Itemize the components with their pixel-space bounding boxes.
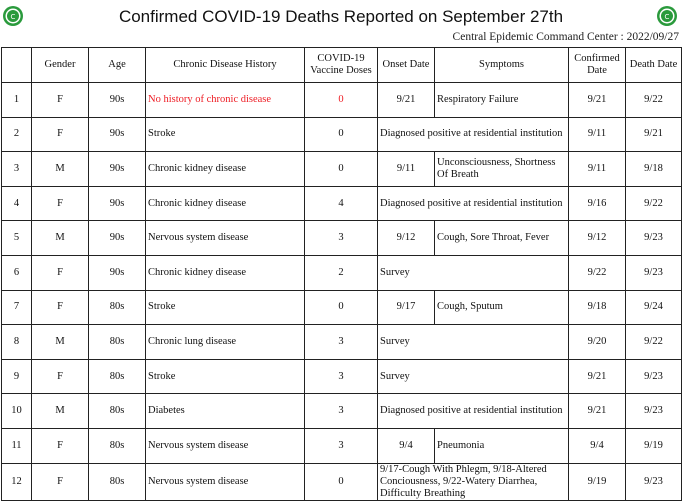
symptoms: 9/17-Cough With Phlegm, 9/18-Altered Conciousness, 9/22-Watery Diarrhea, Difficulty Breathing [378, 463, 569, 500]
case-number: 10 [2, 394, 32, 429]
vaccine-doses: 0 [305, 463, 378, 500]
gender: M [32, 221, 89, 256]
symptoms: Survey [378, 255, 569, 290]
confirmed-date: 9/11 [569, 117, 626, 152]
svg-text:C: C [664, 13, 670, 21]
gender: M [32, 152, 89, 187]
vaccine-doses: 3 [305, 394, 378, 429]
death-date: 9/24 [626, 290, 682, 325]
table-row [2, 255, 682, 290]
confirmed-date: 9/4 [569, 428, 626, 463]
vaccine-doses: 4 [305, 186, 378, 221]
death-date: 9/23 [626, 221, 682, 256]
gender: F [32, 463, 89, 500]
onset-date: 9/11 [378, 152, 435, 187]
table-row [2, 152, 682, 187]
table-row [2, 186, 682, 221]
gender: F [32, 359, 89, 394]
gender: F [32, 83, 89, 118]
chronic-history: Chronic kidney disease [146, 255, 305, 290]
death-date: 9/23 [626, 359, 682, 394]
confirmed-date: 9/16 [569, 186, 626, 221]
symptoms: Diagnosed positive at residential institution [378, 117, 569, 152]
col-header-history: Chronic Disease History [146, 48, 305, 83]
deaths-table [1, 47, 682, 501]
cecc-logo-icon [656, 5, 678, 27]
death-date: 9/19 [626, 428, 682, 463]
symptoms: Unconsciousness, Shortness Of Breath [435, 152, 569, 187]
table-row [2, 394, 682, 429]
death-date: 9/21 [626, 117, 682, 152]
age: 80s [89, 394, 146, 429]
chronic-history: Nervous system disease [146, 428, 305, 463]
confirmed-date: 9/19 [569, 463, 626, 500]
vaccine-doses: 0 [305, 83, 378, 118]
gender: F [32, 290, 89, 325]
symptoms: Survey [378, 325, 569, 360]
case-number: 8 [2, 325, 32, 360]
col-header-age: Age [89, 48, 146, 83]
symptoms: Diagnosed positive at residential institution [378, 394, 569, 429]
onset-date: 9/21 [378, 83, 435, 118]
gender: M [32, 394, 89, 429]
case-number: 2 [2, 117, 32, 152]
age: 80s [89, 463, 146, 500]
case-number: 1 [2, 83, 32, 118]
age: 80s [89, 428, 146, 463]
death-date: 9/22 [626, 83, 682, 118]
death-date: 9/23 [626, 255, 682, 290]
vaccine-doses: 2 [305, 255, 378, 290]
death-date: 9/23 [626, 463, 682, 500]
gender: M [32, 325, 89, 360]
onset-date: 9/4 [378, 428, 435, 463]
death-date: 9/22 [626, 325, 682, 360]
col-header-no [2, 48, 32, 83]
death-date: 9/22 [626, 186, 682, 221]
chronic-history: Stroke [146, 359, 305, 394]
symptoms: Cough, Sputum [435, 290, 569, 325]
vaccine-doses: 0 [305, 152, 378, 187]
col-header-symptoms: Symptoms [435, 48, 569, 83]
confirmed-date: 9/18 [569, 290, 626, 325]
table-header-row [2, 48, 682, 83]
vaccine-doses: 3 [305, 359, 378, 394]
table-row [2, 359, 682, 394]
col-header-gender: Gender [32, 48, 89, 83]
age: 90s [89, 255, 146, 290]
chronic-history: Diabetes [146, 394, 305, 429]
age: 80s [89, 359, 146, 394]
col-header-doses: COVID-19 Vaccine Doses [305, 48, 378, 83]
table-row [2, 325, 682, 360]
col-header-onset: Onset Date [378, 48, 435, 83]
gender: F [32, 186, 89, 221]
confirmed-date: 9/12 [569, 221, 626, 256]
onset-date: 9/17 [378, 290, 435, 325]
symptoms: Cough, Sore Throat, Fever [435, 221, 569, 256]
chronic-history: Chronic kidney disease [146, 152, 305, 187]
vaccine-doses: 3 [305, 221, 378, 256]
age: 90s [89, 117, 146, 152]
case-number: 12 [2, 463, 32, 500]
svg-text:C: C [10, 13, 16, 21]
table-row [2, 428, 682, 463]
death-date: 9/23 [626, 394, 682, 429]
chronic-history: Chronic lung disease [146, 325, 305, 360]
source-label: Central Epidemic Command Center : 2022/09/27 [452, 31, 679, 43]
chronic-history: No history of chronic disease [146, 83, 305, 118]
confirmed-date: 9/22 [569, 255, 626, 290]
gender: F [32, 428, 89, 463]
gender: F [32, 255, 89, 290]
vaccine-doses: 3 [305, 325, 378, 360]
age: 80s [89, 290, 146, 325]
symptoms: Survey [378, 359, 569, 394]
table-row [2, 83, 682, 118]
case-number: 9 [2, 359, 32, 394]
table-row [2, 463, 682, 500]
confirmed-date: 9/21 [569, 359, 626, 394]
table-row [2, 290, 682, 325]
case-number: 5 [2, 221, 32, 256]
chronic-history: Nervous system disease [146, 221, 305, 256]
symptoms: Respiratory Failure [435, 83, 569, 118]
table-row [2, 221, 682, 256]
symptoms: Diagnosed positive at residential institution [378, 186, 569, 221]
onset-date: 9/12 [378, 221, 435, 256]
confirmed-date: 9/11 [569, 152, 626, 187]
age: 80s [89, 325, 146, 360]
age: 90s [89, 152, 146, 187]
case-number: 3 [2, 152, 32, 187]
age: 90s [89, 221, 146, 256]
death-date: 9/18 [626, 152, 682, 187]
confirmed-date: 9/20 [569, 325, 626, 360]
confirmed-date: 9/21 [569, 83, 626, 118]
chronic-history: Stroke [146, 117, 305, 152]
page-title: Confirmed COVID-19 Deaths Reported on September 27th [118, 7, 564, 26]
vaccine-doses: 0 [305, 117, 378, 152]
case-number: 7 [2, 290, 32, 325]
vaccine-doses: 3 [305, 428, 378, 463]
confirmed-date: 9/21 [569, 394, 626, 429]
symptoms: Pneumonia [435, 428, 569, 463]
case-number: 4 [2, 186, 32, 221]
age: 90s [89, 186, 146, 221]
age: 90s [89, 83, 146, 118]
col-header-confirmed: Confirmed Date [569, 48, 626, 83]
vaccine-doses: 0 [305, 290, 378, 325]
case-number: 6 [2, 255, 32, 290]
chronic-history: Chronic kidney disease [146, 186, 305, 221]
chronic-history: Nervous system disease [146, 463, 305, 500]
table-row [2, 117, 682, 152]
col-header-death: Death Date [626, 48, 682, 83]
chronic-history: Stroke [146, 290, 305, 325]
case-number: 11 [2, 428, 32, 463]
gender: F [32, 117, 89, 152]
